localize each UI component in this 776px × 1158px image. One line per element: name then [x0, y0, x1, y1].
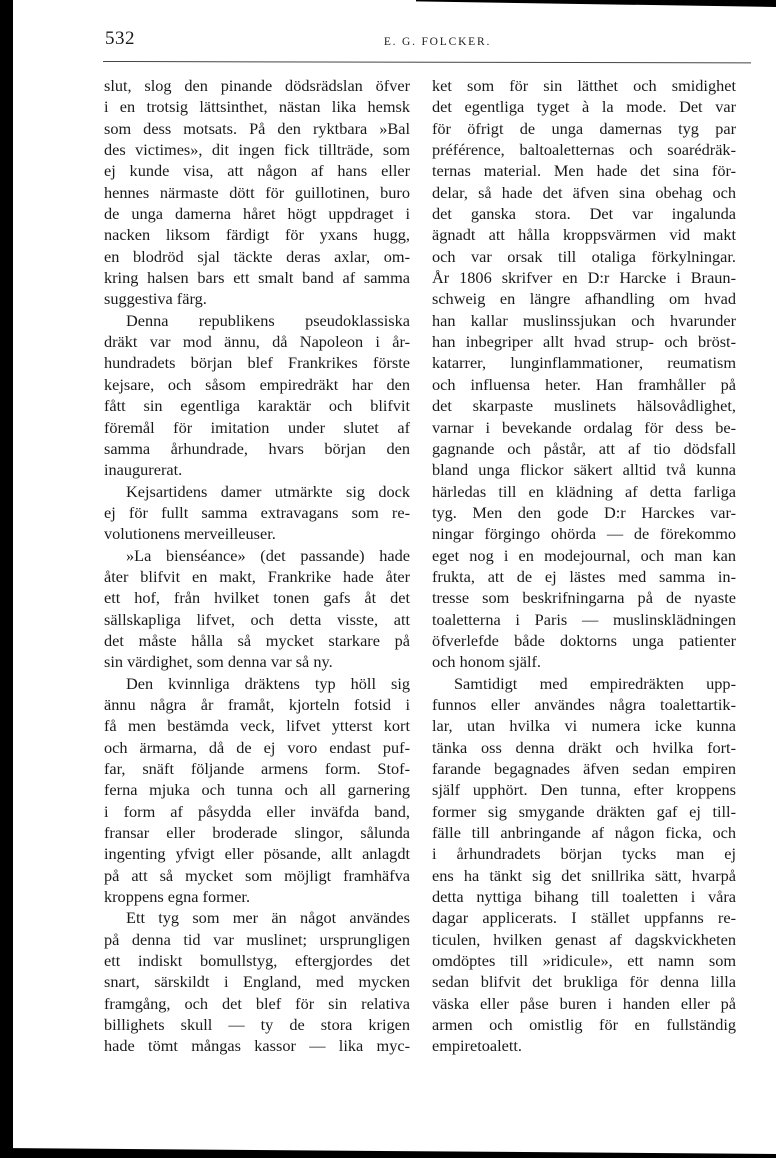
text-line: för öfrigt de unga damernas tyg par — [432, 118, 736, 138]
text-line: samma århundrade, hvars början den — [104, 438, 410, 458]
text-line: snart, särskildt i England, med mycken — [104, 972, 410, 992]
text-line: ens ha tänkt sig det snillrika sätt, hvarpå — [432, 865, 736, 885]
text-line: härledas till en klädning af detta farliga — [432, 481, 736, 501]
text-line: detta nyttiga bihang till toaletten i våra — [432, 887, 736, 907]
text-line: på denna tid var muslinet; ursprungligen — [104, 929, 410, 949]
text-line: Ett tyg som mer än något användes — [126, 908, 410, 928]
text-line: delar, så hade det äfven sina obehag och — [432, 182, 736, 202]
text-line: sedan blifvit det brukliga för denna lilla — [432, 972, 736, 992]
text-line: fransar eller broderade slingor, sålunda — [104, 823, 410, 843]
text-line: väska eller påse buren i handen eller på — [432, 993, 736, 1013]
text-line: billighets skull — ty de stora krigen — [104, 1015, 410, 1035]
text-line: År 1806 skrifver en D:r Harcke i Braun- — [432, 268, 736, 288]
text-line: Samtidigt med empiredräkten upp- — [454, 673, 736, 693]
text-line: Denna republikens pseudoklassiska — [126, 310, 410, 330]
text-line: han kallar muslinssjukan och hvarunder — [432, 310, 736, 330]
running-title: E. G. FOLCKER. — [383, 36, 492, 48]
text-line: armen och omistlig för en fullständig — [432, 1015, 736, 1035]
text-line: far, snäft följande armens form. Stof- — [104, 759, 410, 778]
text-line: hennes närmaste dött för guillotinen, buro — [104, 182, 410, 202]
text-line: bland unga flickor säkert alltid två kunna — [432, 460, 736, 480]
text-line: åter blifvit en makt, Frankrike hade åter — [104, 566, 410, 586]
page-number: 532 — [105, 28, 135, 49]
text-line: farande begagnades äfven sedan empiren — [432, 759, 736, 778]
text-line: sällskapliga lifvet, och detta visste, att — [104, 609, 410, 629]
text-line: de unga damerna håret högt uppdraget i — [104, 204, 410, 224]
text-line: dräkt var mod ännu, då Napoleon i år- — [104, 332, 410, 352]
text-line: kejsare, och såsom empiredräkt har den — [104, 374, 410, 394]
text-line: lar, utan hvilka vi numera icke kunna — [432, 716, 736, 736]
text-line: och ärmarna, då de ej voro endast puf- — [104, 737, 410, 757]
text-line: hundradets början blef Frankrikes förste — [104, 353, 410, 373]
scan-bottom-border — [0, 1148, 776, 1158]
text-line: fälle till anbringande af någon ficka, och — [432, 823, 736, 843]
text-line: suggestiva färg. — [104, 289, 207, 309]
text-line: det egentliga tyget à la mode. Det var — [432, 97, 736, 117]
text-line: ket som för sin lätthet och smidighet — [432, 76, 736, 95]
text-line: det måste hålla så mycket starkare på — [104, 630, 410, 650]
text-line: toaletterna i Paris — muslinsklädningen — [432, 609, 736, 629]
text-line: volutionens merveilleuser. — [104, 524, 276, 544]
text-line: i form af påsydda eller inväfda band, — [104, 801, 410, 821]
right-column — [432, 75, 736, 1057]
text-line: ningar förgingo ohörda — de förekommo — [432, 524, 736, 544]
text-line: själf upphört. Den tunna, efter kroppens — [432, 780, 736, 800]
text-line: ticulen, hvilken genast af dagskvickheten — [432, 929, 736, 949]
text-line: Den kvinnliga dräktens typ höll sig — [126, 673, 410, 693]
text-line: ferna mjuka och tunna och all garnering — [104, 780, 410, 800]
text-line: tresse som beskrifningarna på de nyaste — [432, 588, 736, 608]
running-head — [105, 28, 725, 60]
text-line: hade tömt mångas kassor — lika myc- — [104, 1036, 410, 1056]
text-line: kring halsen bars ett smalt band af samma — [104, 268, 410, 288]
text-line: i århundradets början tycks man ej — [432, 844, 736, 864]
text-line: få men bestämda veck, lifvet ytterst kort — [104, 716, 410, 736]
text-line: ternas material. Men hade det sina för- — [432, 161, 736, 181]
text-line: sin värdighet, som denna var så ny. — [104, 652, 333, 672]
text-line: omdöptes till »ridicule», ett namn som — [432, 951, 736, 971]
text-line: gagnande och påstår, att af tio dödsfall — [432, 438, 736, 458]
header-rule — [103, 61, 751, 63]
scan-top-border — [416, 0, 776, 7]
text-line: ingenting yfvigt eller pösande, allt anlagdt — [104, 844, 410, 864]
text-line: en blodröd sjal täckte deras axlar, om- — [104, 246, 410, 266]
text-line: föremål för imitation under slutet af — [104, 417, 410, 437]
text-line: nacken liksom färdigt för yxans hugg, — [104, 225, 410, 245]
text-line: slut, slog den pinande dödsrädslan öfver — [104, 76, 410, 95]
text-line: ägnadt att hålla kroppsvärmen vid makt — [432, 225, 736, 245]
text-line: ännu några år framåt, kjorteln fotsid i — [104, 694, 410, 714]
text-line: ett indiskt bomullstyg, eftergjordes det — [104, 951, 410, 971]
text-line: ett hof, från hvilket tonen gafs åt det — [104, 588, 410, 608]
text-line: tyg. Men den gode D:r Harckes var- — [432, 502, 736, 522]
text-line: inaugurerat. — [104, 460, 183, 480]
text-line: i en trotsig lättsinthet, nästan lika hemsk — [104, 97, 410, 117]
text-line: »La bienséance» (det passande) hade — [126, 545, 410, 565]
text-line: schweig en längre afhandling om hvad — [432, 289, 736, 309]
text-line: dagar applicerats. I stället uppfanns re- — [432, 908, 736, 928]
text-line: frukta, att de ej lästes med samma in- — [432, 566, 736, 586]
text-line: katarrer, lunginflammationer, reumatism — [432, 353, 736, 373]
text-line: former sig smygande dräkten gaf ej till- — [432, 801, 736, 821]
text-line: som dess motsats. På den ryktbara »Bal — [104, 118, 410, 138]
text-line: préférence, baltoaletternas och soarédräk- — [432, 140, 736, 160]
text-line: varnar i bevekande ordalag för dess be- — [432, 417, 736, 437]
text-line: och var orsak till otaliga förkylningar. — [432, 246, 736, 266]
text-line: och honom själf. — [432, 652, 541, 672]
text-line: ej kunde visa, att någon af hans eller — [104, 161, 410, 181]
text-line: tänka oss denna dräkt och hvilka fort- — [432, 737, 736, 757]
text-line: ej för fullt samma extravagans som re- — [104, 502, 410, 522]
text-line: det skarpaste muslinets hälsovådlighet, — [432, 396, 736, 416]
text-line: och influensa heter. Han framhåller på — [432, 374, 736, 394]
text-line: eget nog i en modejournal, och man kan — [432, 545, 736, 565]
text-line: Kejsartidens damer utmärkte sig dock — [126, 481, 410, 501]
text-line: han inbegriper allt hvad strup- och bröst- — [432, 332, 736, 352]
scan-left-border — [0, 0, 13, 1158]
text-line: funnos eller användes några toalettartik- — [432, 694, 736, 714]
text-line: framgång, och det blef för sin relativa — [104, 993, 410, 1013]
text-line: fått sin egentliga karaktär och blifvit — [104, 396, 410, 416]
text-line: på att så mycket som möjligt framhäfva — [104, 865, 410, 885]
text-line: kroppens egna former. — [104, 887, 251, 907]
text-line: empiretoalett. — [432, 1036, 522, 1056]
text-line: des victimes», dit ingen fick tillträde, som — [104, 140, 410, 160]
left-column — [104, 75, 410, 1057]
text-line: det ganska stora. Det var ingalunda — [432, 204, 736, 224]
text-line: öfverlefde både doktorns unga patienter — [432, 630, 736, 650]
